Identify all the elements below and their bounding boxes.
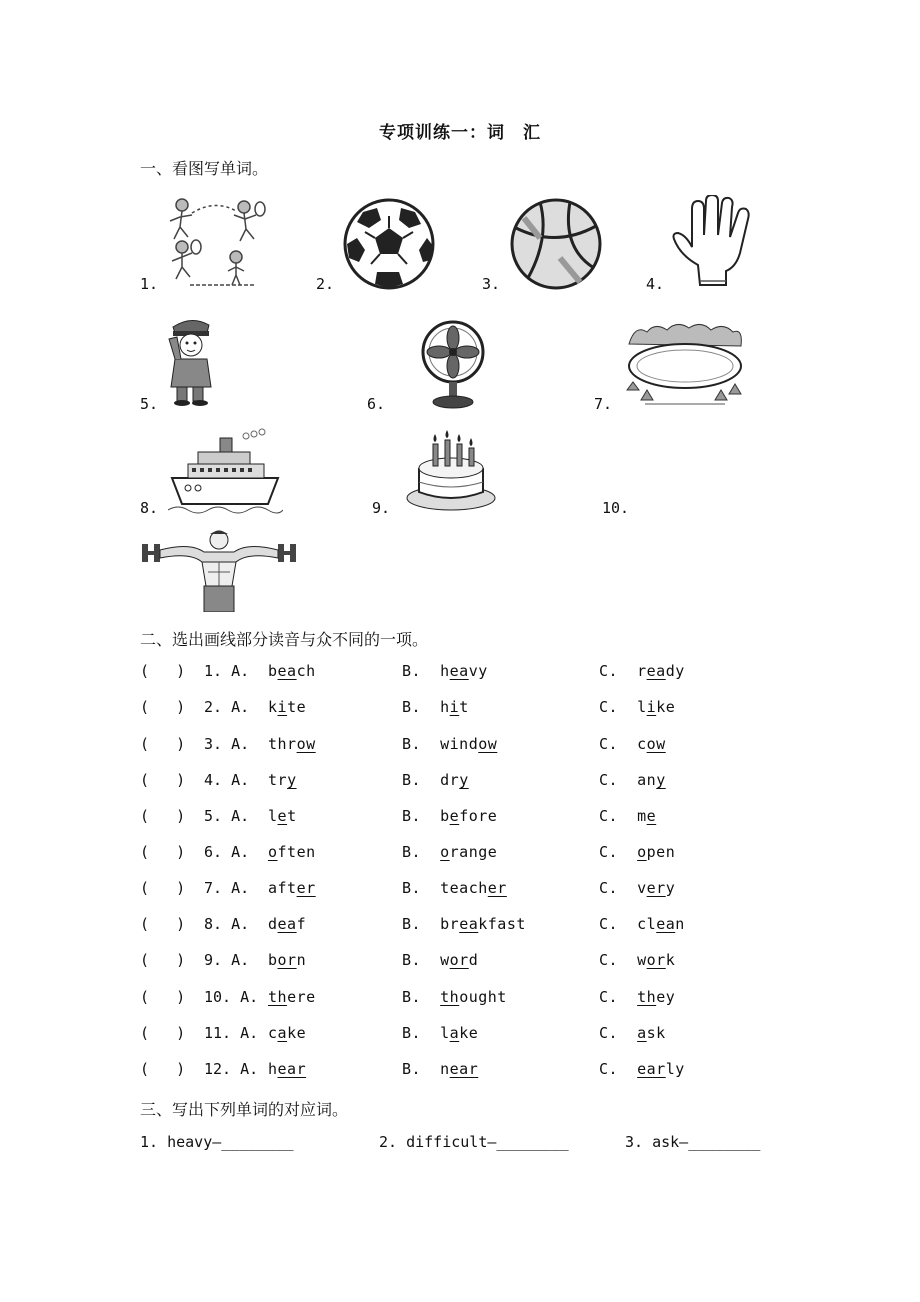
option-b <box>402 879 507 897</box>
underlined-letters: ea <box>277 662 297 680</box>
underlined-letters: e <box>449 807 460 825</box>
option-label: C. <box>599 879 619 897</box>
word-part: kfast <box>478 915 526 933</box>
question-number: 10. A. <box>204 988 259 1006</box>
word-part: d <box>468 951 479 969</box>
option-label: C. <box>599 915 619 933</box>
word-part: n <box>675 915 685 933</box>
underlined-letters: er <box>296 879 316 897</box>
underlined-letters: ow <box>296 735 316 753</box>
option-label: C. <box>599 807 619 825</box>
answer-blank[interactable]: ( ) <box>140 662 186 680</box>
option-b <box>402 735 497 753</box>
word-part: br <box>440 915 460 933</box>
underlined-letters: y <box>656 771 666 789</box>
underlined-letters: th <box>440 988 460 1006</box>
underlined-letters: o <box>268 843 278 861</box>
option-label: C. <box>599 1060 619 1078</box>
word-part: ch <box>296 662 316 680</box>
word-part: n <box>296 951 307 969</box>
underlined-letters: or <box>277 951 297 969</box>
option-label: C. <box>599 951 619 969</box>
answer-blank[interactable]: ( ) <box>140 843 186 861</box>
option-b <box>402 915 526 933</box>
electric-fan-icon <box>418 320 488 410</box>
option-a <box>268 879 316 897</box>
option-a <box>268 771 297 789</box>
word-part: b <box>440 807 450 825</box>
word-part: ey <box>656 988 676 1006</box>
underlined-letters: er <box>487 879 507 897</box>
word-part: c <box>268 1024 278 1042</box>
question-number: 6. A. <box>204 843 250 861</box>
option-label: B. <box>402 915 422 933</box>
word-part: t <box>287 807 297 825</box>
option-c <box>599 735 666 753</box>
question-row <box>140 807 840 831</box>
question-row <box>140 988 840 1012</box>
option-a <box>268 988 316 1006</box>
option-b <box>402 807 497 825</box>
picture-number: 10. <box>602 499 630 517</box>
word-part: tr <box>268 771 288 789</box>
option-label: C. <box>599 1024 619 1042</box>
underlined-letters: ow <box>478 735 498 753</box>
option-b <box>402 843 497 861</box>
word-part: d <box>268 915 278 933</box>
basketball-icon <box>510 198 602 290</box>
word-part: wind <box>440 735 479 753</box>
underlined-letters: er <box>646 879 666 897</box>
word-part: dy <box>665 662 685 680</box>
underlined-letters: e <box>646 807 657 825</box>
word-part: t <box>459 698 469 716</box>
underlined-letters: o <box>440 843 450 861</box>
underlined-letters: o <box>637 843 647 861</box>
word-part: aft <box>268 879 297 897</box>
underlined-letters: ea <box>646 662 666 680</box>
option-label: B. <box>402 1060 422 1078</box>
picture-number: 3. <box>482 275 501 293</box>
option-b <box>402 951 478 969</box>
picture-number: 5. <box>140 395 159 413</box>
underlined-letters: ow <box>646 735 666 753</box>
option-label: B. <box>402 879 422 897</box>
underlined-letters: or <box>449 951 469 969</box>
word-part: b <box>268 951 278 969</box>
answer-blank[interactable]: ( ) <box>140 915 186 933</box>
section2-heading: 二、选出画线部分读音与众不同的一项。 <box>140 630 429 649</box>
option-b <box>402 1060 478 1078</box>
word-part: w <box>637 951 647 969</box>
word-part: f <box>296 915 307 933</box>
word-part: h <box>440 698 450 716</box>
question-row <box>140 951 840 975</box>
option-label: C. <box>599 698 619 716</box>
question-number: 2. A. <box>204 698 250 716</box>
underlined-letters: ear <box>277 1060 307 1078</box>
word-part: ly <box>665 1060 685 1078</box>
word-part: an <box>637 771 657 789</box>
question-row <box>140 771 840 795</box>
underlined-letters: e <box>277 807 288 825</box>
option-b <box>402 1024 478 1042</box>
question-number: 1. A. <box>204 662 250 680</box>
word-part: vy <box>468 662 488 680</box>
word-part: ke <box>287 1024 307 1042</box>
hand-icon <box>670 195 755 290</box>
option-c <box>599 771 666 789</box>
word-part: sk <box>646 1024 666 1042</box>
question-number: 8. A. <box>204 915 250 933</box>
word-part: ere <box>287 988 316 1006</box>
word-part: b <box>268 662 278 680</box>
question-number: 5. A. <box>204 807 250 825</box>
underlined-letters: a <box>637 1024 647 1042</box>
page-title: 专项训练一：词 汇 <box>379 123 541 143</box>
option-c <box>599 915 685 933</box>
question-row <box>140 843 840 867</box>
underlined-letters: th <box>268 988 288 1006</box>
answer-blank[interactable]: ( ) <box>140 771 186 789</box>
word-part: ought <box>459 988 507 1006</box>
word-part: h <box>440 662 450 680</box>
soccer-ball-icon <box>343 198 435 290</box>
question-number: 9. A. <box>204 951 250 969</box>
underlined-letters: y <box>287 771 297 789</box>
word-part: n <box>440 1060 450 1078</box>
lake-icon <box>625 320 745 408</box>
option-c <box>599 879 675 897</box>
option-a <box>268 698 306 716</box>
answer-blank[interactable]: ( ) <box>140 1024 186 1042</box>
underlined-letters: a <box>277 1024 288 1042</box>
section1-heading: 一、看图写单词。 <box>140 159 269 178</box>
word-part: fore <box>459 807 498 825</box>
option-a <box>268 915 306 933</box>
underlined-letters: a <box>449 1024 460 1042</box>
word-part: k <box>665 951 676 969</box>
question-number: 11. A. <box>204 1024 259 1042</box>
option-label: B. <box>402 698 422 716</box>
picture-number: 8. <box>140 499 159 517</box>
picture-number: 2. <box>316 275 335 293</box>
section3-heading: 三、写出下列单词的对应词。 <box>140 1100 349 1119</box>
option-label: B. <box>402 771 422 789</box>
option-label: B. <box>402 807 422 825</box>
question-number: 7. A. <box>204 879 250 897</box>
picture-number: 6. <box>367 395 386 413</box>
word-part: v <box>637 879 647 897</box>
option-c <box>599 1060 685 1078</box>
answer-blank[interactable]: ( ) <box>140 807 186 825</box>
word-part: dr <box>440 771 460 789</box>
word-part: cl <box>637 915 657 933</box>
option-label: B. <box>402 662 422 680</box>
word-part: l <box>637 698 647 716</box>
option-b <box>402 771 469 789</box>
answer-blank[interactable]: ( ) <box>140 698 186 716</box>
policeman-icon <box>165 315 217 407</box>
word-part: k <box>268 698 278 716</box>
option-b <box>402 698 469 716</box>
question-row <box>140 1060 840 1084</box>
word-part: ke <box>656 698 676 716</box>
underlined-letters: th <box>637 988 657 1006</box>
option-label: C. <box>599 771 619 789</box>
man-lifting-dumbbells-icon <box>140 528 298 612</box>
question-row <box>140 698 840 722</box>
question-row <box>140 662 840 686</box>
option-c <box>599 807 656 825</box>
underlined-letters: ea <box>459 915 479 933</box>
underlined-letters: ea <box>277 915 297 933</box>
ship-icon <box>168 428 283 516</box>
children-playing-badminton-icon <box>160 195 270 290</box>
option-label: B. <box>402 988 422 1006</box>
answer-blank[interactable]: ( ) <box>140 988 186 1006</box>
option-c <box>599 951 675 969</box>
word-part: h <box>268 1060 278 1078</box>
word-part: pen <box>646 843 676 861</box>
birthday-cake-icon <box>405 428 497 512</box>
option-label: B. <box>402 843 422 861</box>
word-part: w <box>440 951 450 969</box>
word-part: teach <box>440 879 488 897</box>
option-c <box>599 843 675 861</box>
underlined-letters: ear <box>637 1060 666 1078</box>
question-number: 12. A. <box>204 1060 259 1078</box>
option-label: C. <box>599 735 619 753</box>
question-row <box>140 915 840 939</box>
underlined-letters: i <box>277 698 288 716</box>
question-row <box>140 879 840 903</box>
option-label: C. <box>599 988 619 1006</box>
answer-blank[interactable]: ( ) <box>140 951 186 969</box>
option-a <box>268 1060 306 1078</box>
picture-number: 9. <box>372 499 391 517</box>
word-part: range <box>449 843 498 861</box>
word-part: thr <box>268 735 297 753</box>
option-label: C. <box>599 843 619 861</box>
word-part: c <box>637 735 647 753</box>
answer-item[interactable]: 2. difficult—________ <box>379 1133 569 1151</box>
word-part: te <box>287 698 307 716</box>
option-label: B. <box>402 951 422 969</box>
option-label: C. <box>599 662 619 680</box>
underlined-letters: i <box>449 698 460 716</box>
option-c <box>599 988 675 1006</box>
picture-number: 4. <box>646 275 665 293</box>
option-b <box>402 662 488 680</box>
option-a <box>268 1024 306 1042</box>
answer-blank[interactable]: ( ) <box>140 735 186 753</box>
option-a <box>268 735 316 753</box>
word-part: l <box>268 807 278 825</box>
answer-item[interactable]: 3. ask—________ <box>625 1133 761 1151</box>
answer-item[interactable]: 1. heavy—________ <box>140 1133 294 1151</box>
answer-blank[interactable]: ( ) <box>140 879 186 897</box>
underlined-letters: ea <box>449 662 469 680</box>
underlined-letters: or <box>646 951 666 969</box>
option-label: B. <box>402 735 422 753</box>
word-part: y <box>665 879 676 897</box>
option-a <box>268 662 316 680</box>
option-a <box>268 807 297 825</box>
underlined-letters: ear <box>449 1060 479 1078</box>
answer-blank[interactable]: ( ) <box>140 1060 186 1078</box>
option-c <box>599 1024 666 1042</box>
word-part: m <box>637 807 647 825</box>
option-c <box>599 662 685 680</box>
word-part: l <box>440 1024 450 1042</box>
option-c <box>599 698 675 716</box>
question-row <box>140 1024 840 1048</box>
word-part: ften <box>277 843 316 861</box>
question-row <box>140 735 840 759</box>
option-b <box>402 988 507 1006</box>
option-label: B. <box>402 1024 422 1042</box>
picture-number: 7. <box>594 395 613 413</box>
question-number: 3. A. <box>204 735 250 753</box>
option-a <box>268 843 316 861</box>
question-number: 4. A. <box>204 771 250 789</box>
underlined-letters: ea <box>656 915 676 933</box>
underlined-letters: y <box>459 771 469 789</box>
word-part: ke <box>459 1024 479 1042</box>
picture-number: 1. <box>140 275 159 293</box>
underlined-letters: i <box>646 698 657 716</box>
word-part: r <box>637 662 647 680</box>
option-a <box>268 951 306 969</box>
